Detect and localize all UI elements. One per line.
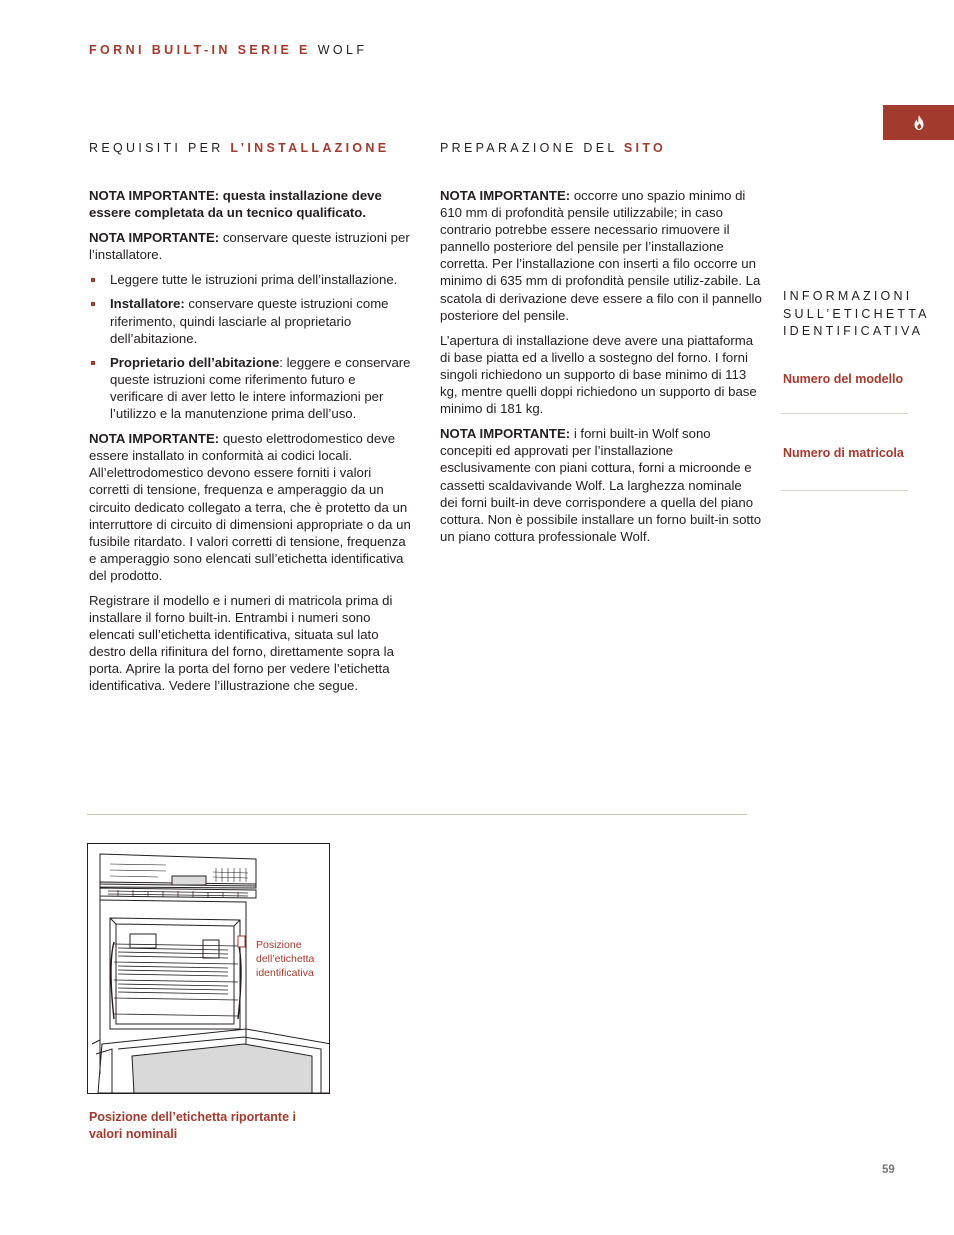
list-item: Proprietario dell’abitazione: leggere e conservare queste istruzioni come riferimento futuro e verificare di aver letto le intere informazioni per l’utilizzo e la manutenzione prima dell’uso. [89, 354, 411, 422]
page-number: 59 [882, 1164, 895, 1176]
list-item: Leggere tutte le istruzioni prima dell’installazione. [89, 271, 411, 288]
model-number-field[interactable] [781, 413, 908, 414]
header-brand: WOLF [317, 43, 368, 57]
model-number-label: Numero del modello [783, 372, 904, 386]
note-electrical: NOTA IMPORTANTE: questo elettrodomestico deve essere installato in conformità ai codici locali. All’elettrodomestico devono essere forniti i valori corretti di tensione, frequenza e amperaggio da un circuito dedicato collegato a terra, che è protetto da un interruttore di circuito di dimensioni appropriate o da un fusibile ritardato. I valori corretti di tensione, frequenza e amperaggio sono elencati sull’etichetta identificativa del prodotto. [89, 431, 411, 583]
installation-requirements-column [89, 187, 411, 703]
site-preparation-heading: PREPARAZIONE DEL SITO [440, 141, 667, 155]
header-series: FORNI BUILT-IN SERIE E [89, 43, 311, 57]
list-item: Installatore: conservare queste istruzioni come riferimento, quindi lasciarle al proprietario dell’abitazione. [89, 295, 411, 346]
paragraph-record-numbers: Registrare il modello e i numeri di matricola prima di installare il forno built-in. Entrambi i numeri sono elencati sull’etichetta identificativa, situata sul lato destro della rifinitura del forno, direttamente sopra la porta. Aprire la porta del forno per vedere l’etichetta identificativa. Vedere l’illustrazione che segue. [89, 592, 394, 694]
section-tab [883, 105, 954, 140]
figure-label: Posizione dell’etichetta identificativa [256, 939, 315, 979]
note-cabinet-depth: NOTA IMPORTANTE: occorre uno spazio minimo di 610 mm di profondità pensile utilizzabile; in caso contrario potrebbe essere necessario rimuovere il pannello posteriore del pensile per l’installazione corretta. Per l’installazione con inserti a filo occorre un minimo di 635 mm di profondità pensile utiliz-zabile. La scatola di derivazione deve essere a filo con il pannello posteriore del pensile. [440, 188, 762, 323]
site-preparation-column [440, 187, 762, 553]
installation-requirements-heading: REQUISITI PER L’INSTALLAZIONE [89, 141, 390, 155]
note-qualified-technician: NOTA IMPORTANTE: questa installazione deve essere completata da un tecnico qualificato. [89, 188, 382, 221]
figure-caption: Posizione dell’etichetta riportante i valori nominali [89, 1110, 296, 1141]
serial-number-label: Numero di matricola [783, 446, 904, 460]
bullet-list [89, 271, 411, 422]
note-keep-instructions: NOTA IMPORTANTE: conservare queste istruzioni per l’installatore. [89, 230, 410, 263]
flame-icon [913, 115, 925, 130]
serial-number-field[interactable] [781, 490, 908, 491]
paragraph-base-support: L’apertura di installazione deve avere una piattaforma di base piatta ed a livello a sostegno del forno. I forni singoli richiedono un supporto di base minimo di 113 kg, mentre quelli doppi richiedono un supporto di base minimo di 181 kg. [440, 332, 757, 417]
note-compatibility: NOTA IMPORTANTE: i forni built-in Wolf sono concepiti ed approvati per l’installazione esclusivamente con piani cottura, forni a microonde e cassetti scaldavivande Wolf. La larghezza nominale dei forni built-in deve corrispondere a quella del piano cottura. Non è possibile installare un forno built-in sotto un piano cottura professionale Wolf. [440, 426, 762, 544]
rating-label-info-heading: INFORMAZIONI SULL’ETICHETTA IDENTIFICATIVA [783, 289, 930, 338]
section-divider [87, 814, 747, 815]
running-header [89, 43, 367, 57]
